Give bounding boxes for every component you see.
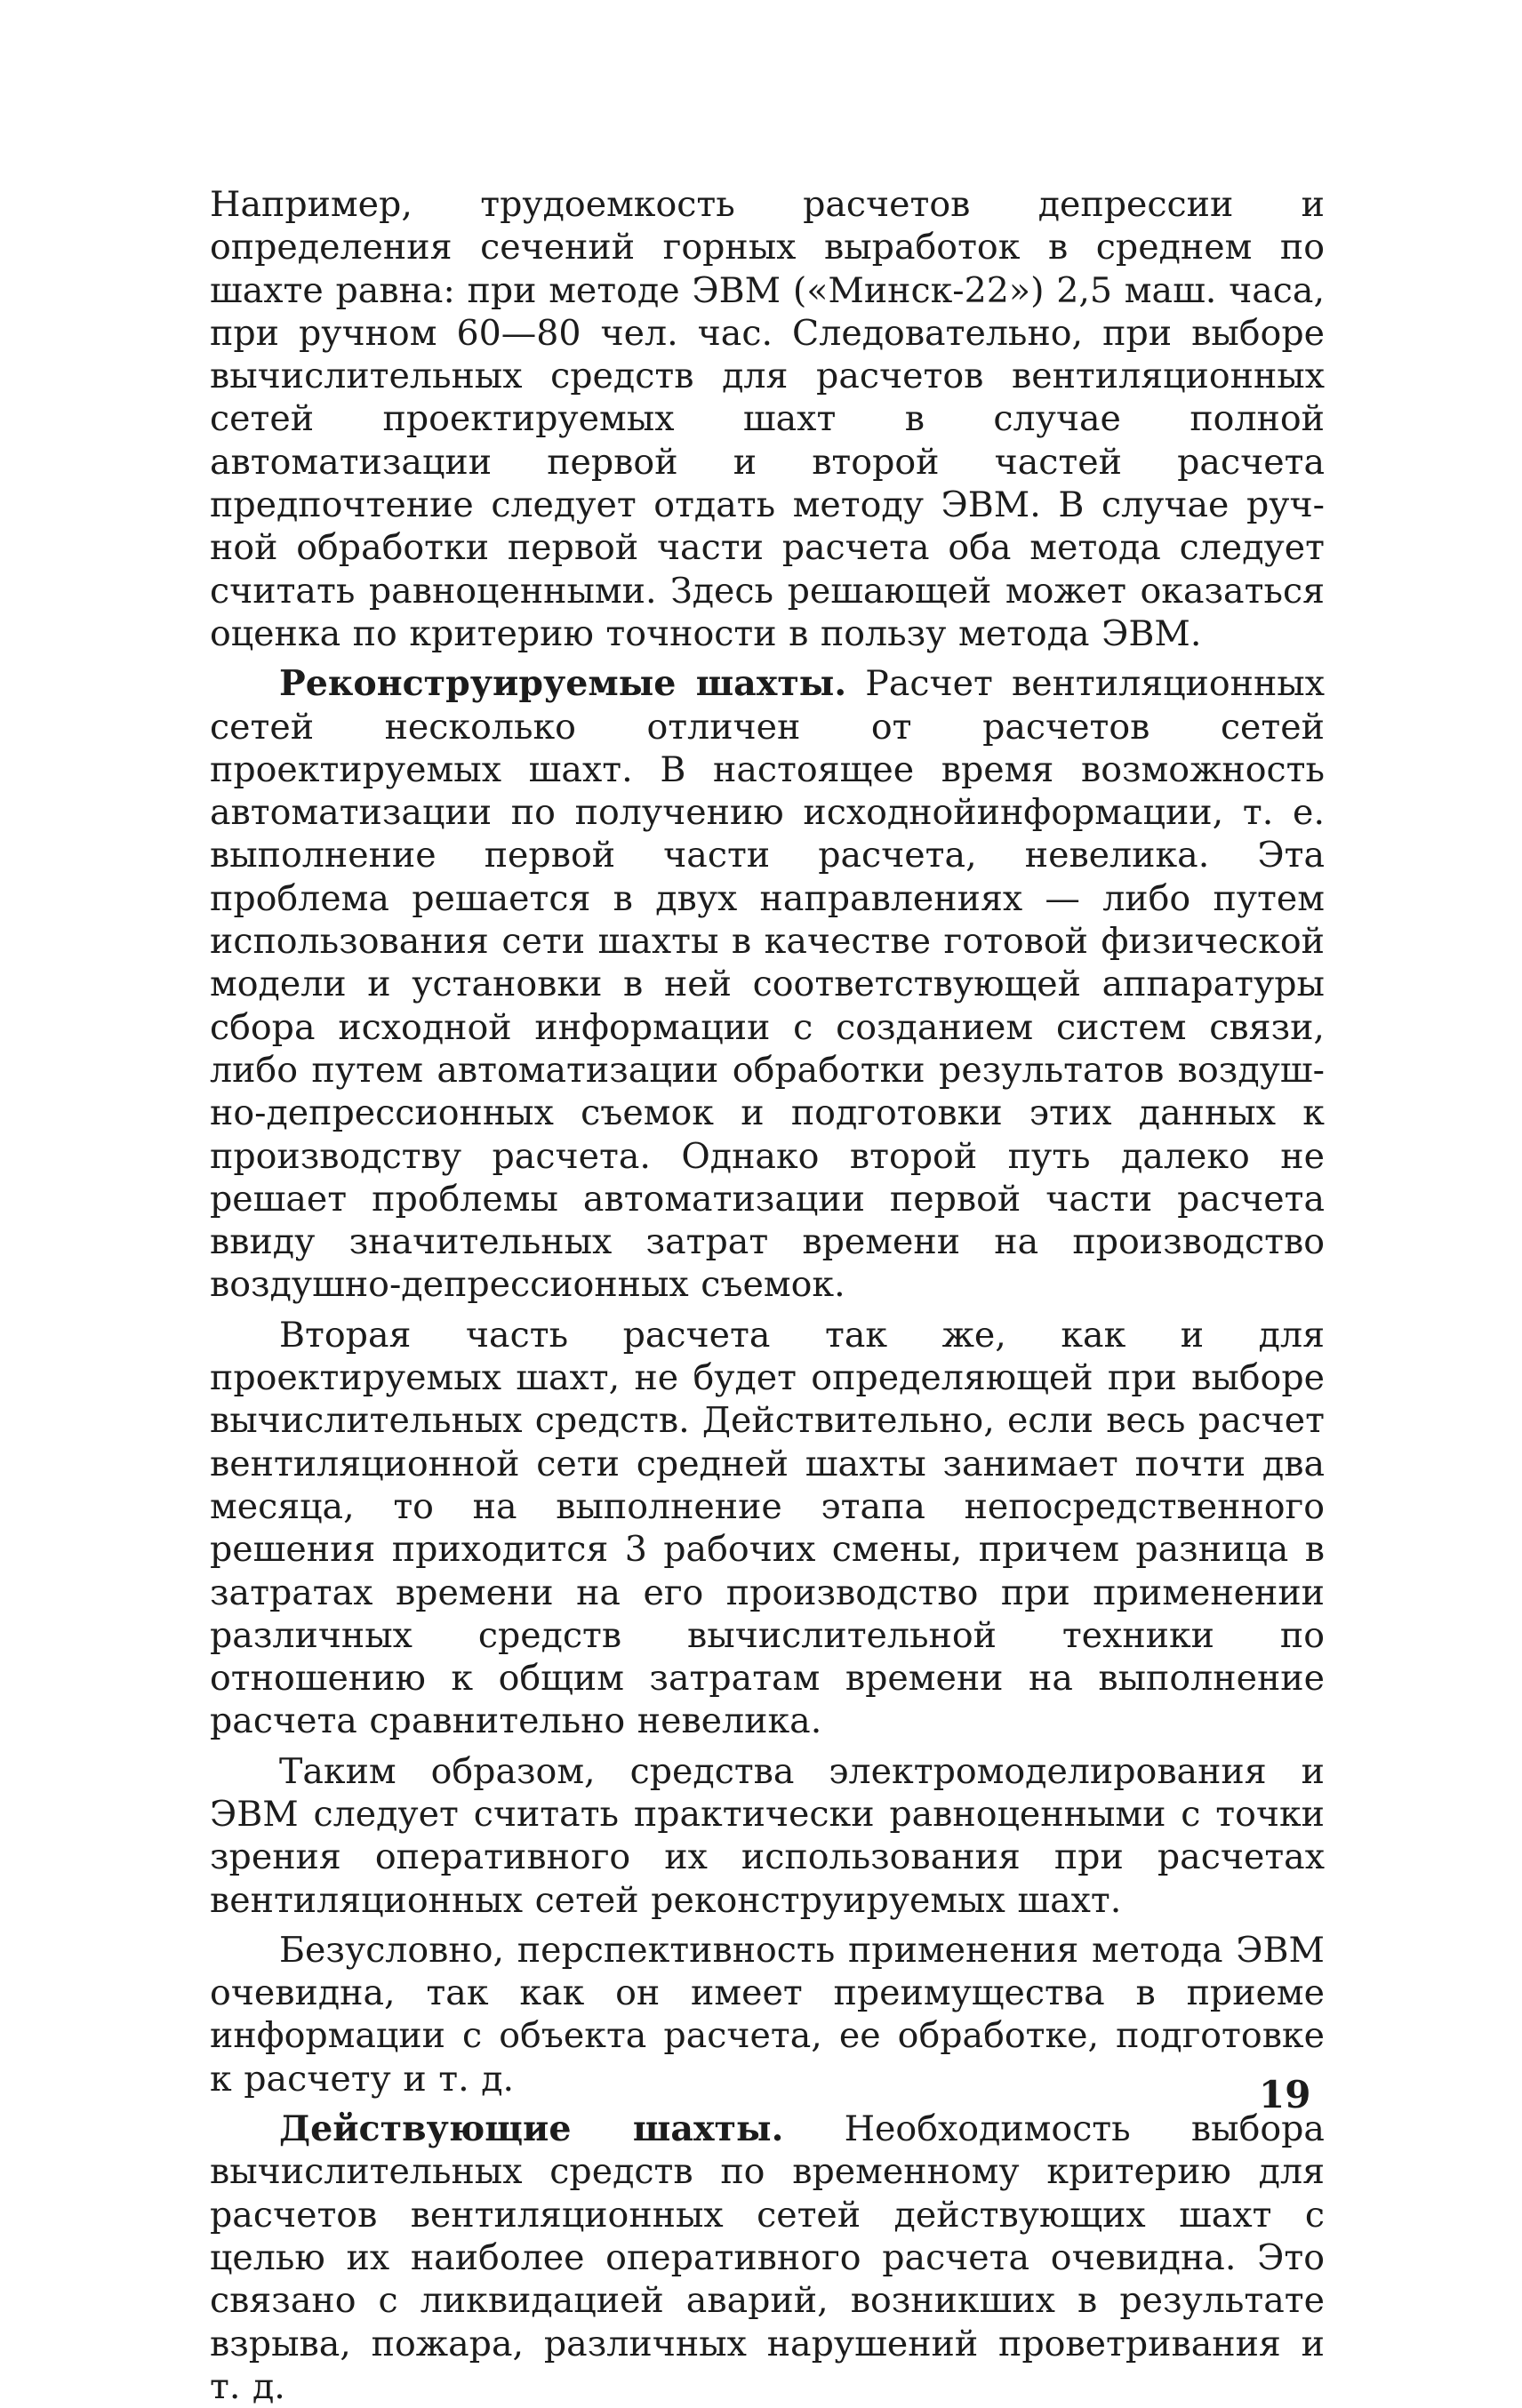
paragraph-text: Безусловно, перспективность применения метода ЭВМ очевидна, так как он имеет преимущества в приеме информации с объекта расчета, ее обработке, подготовке к расчету и т. д.: [210, 1929, 1325, 2100]
paragraph-text: Необходимость выбора вычислительных средств по временному критерию для расчетов вентиляционных сетей действующих шахт с целью их наиболее оперативного расчета очевидна. Это связано с ликвидацией аварий, возникших в результате взрыва, пожара, различных нарушений проветривания и т. д.: [210, 2108, 1325, 2407]
paragraph-text: Расчет вентиляционных сетей несколько отличен от расчетов сетей проектируемых шахт. В настоящее время возможность автоматизации по получению исходнойинформации, т. е. выполнение первой части расчета, невелика. Эта проблема решается в двух направлениях — либо путем использования сети шахты в качестве готовой физической модели и установки в ней соответствующей аппаратуры сбора исходной информации с созданием систем связи, либо путем автоматизации обработки результатов воздушно-депрессионных съемок и подготовки этих данных к производству расчета. Однако второй путь далеко не решает проблемы автоматизации первой части расчета ввиду значительных затрат времени на производство воздушно-депрессионных съемок.: [210, 663, 1325, 1306]
paragraph-conclusion: [210, 1750, 1325, 1922]
paragraph-reconstructed-mines: [210, 662, 1325, 1306]
paragraph-calculation-effort: [210, 183, 1325, 655]
section-heading-operating-mines: Действующие шахты.: [279, 2108, 784, 2150]
page-number: 19: [1259, 2073, 1311, 2116]
section-heading-reconstructed-mines: Реконструируемые шахты.: [279, 663, 847, 705]
paragraph-operating-mines: [210, 2108, 1325, 2408]
page-body: [210, 183, 1325, 2408]
paragraph-text: Вторая часть расчета так же, как и для проектируемых шахт, не будет определяющей при выборе вычислительных средств. Действительно, если весь расчет вентиляционной сети средней шахты занимает почти два месяца, то на выполнение этапа непосредственного решения приходится 3 рабочих смены, причем разница в затратах времени на его производство при применении различных средств вычислительной техники по отношению к общим затратам времени на выполнение расчета сравнительно невелика.: [210, 1314, 1325, 1742]
paragraph-text: Например, трудоемкость расчетов депрессии и определения сечений горных выработок в среднем по шахте равна: при методе ЭВМ («Минск-22») 2,5 маш. часа, при ручном 60—80 чел. час. Следовательно, при выборе вычислительных средств для расчетов вентиляционных сетей проектируемых шахт в случае полной автоматизации первой и второй частей расчета предпочтение следует отдать методу ЭВМ. В случае ручной обработки первой части расчета оба метода следует считать равноценными. Здесь решающей может оказаться оценка по критерию точности в пользу метода ЭВМ.: [210, 184, 1325, 654]
paragraph-perspective: [210, 1929, 1325, 2100]
paragraph-second-part: [210, 1314, 1325, 1743]
paragraph-text: Таким образом, средства электромоделирования и ЭВМ следует считать практически равноценными с точки зрения оперативного их использования при расчетах вентиляционных сетей реконструируемых шахт.: [210, 1750, 1325, 1921]
